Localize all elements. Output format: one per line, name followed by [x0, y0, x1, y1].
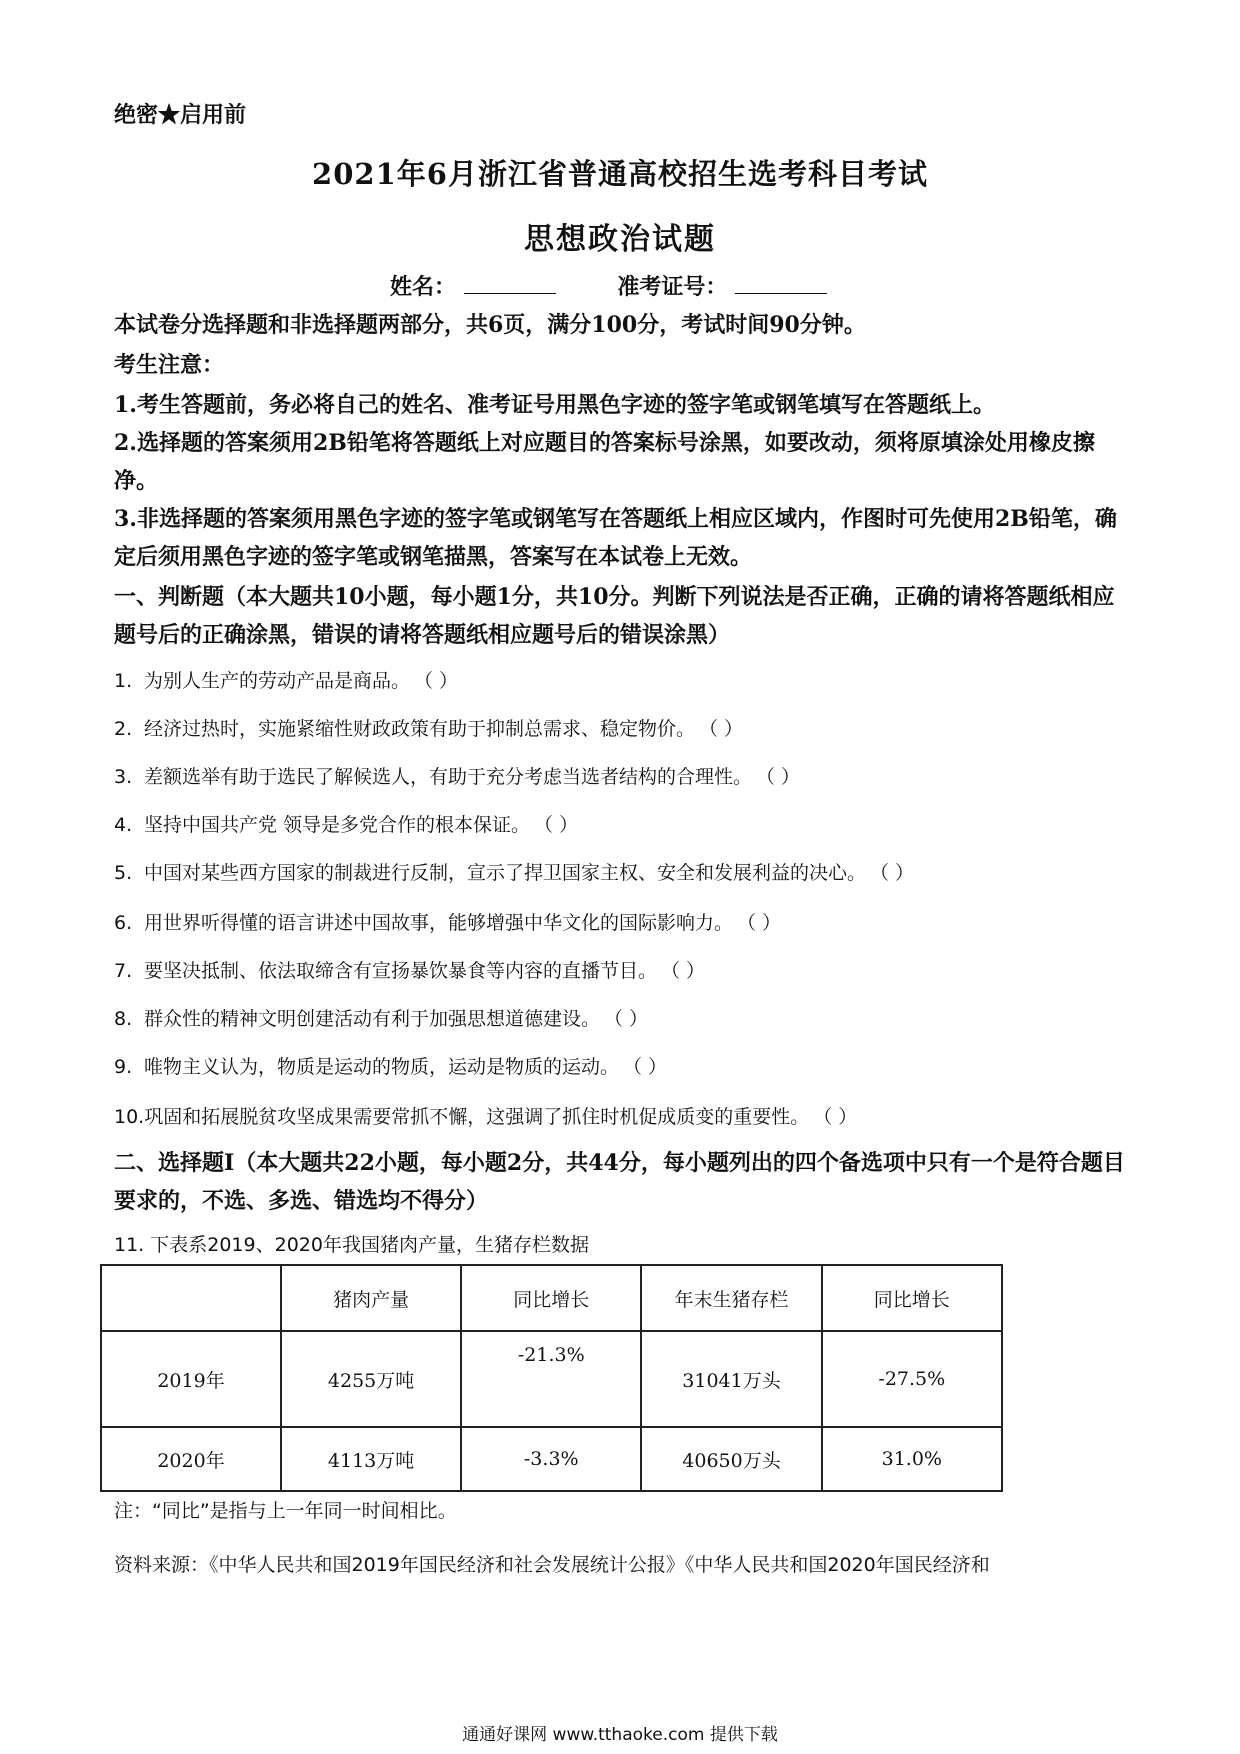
table-header-row: [101, 1265, 1002, 1331]
table-cell: -27.5%: [822, 1331, 1002, 1427]
id-blank[interactable]: [735, 275, 827, 294]
page-footer: 通通好课网 www.tthaoke.com 提供下载: [462, 1725, 778, 1745]
pork-data-table: [100, 1264, 1003, 1492]
question-3: 3. 差额选举有助于选民了解候选人，有助于充分考虑当选者结构的合理性。 （ ）: [114, 766, 801, 788]
exam-subtitle: 思想政治试题: [524, 222, 716, 257]
table-cell: 4255万吨: [281, 1331, 461, 1427]
exam-title: 2021年6月浙江省普通高校招生选考科目考试: [312, 157, 928, 191]
table-cell: 2019年: [101, 1331, 281, 1427]
id-label: 准考证号：: [617, 274, 728, 300]
notice-title: 考生注意：: [114, 352, 225, 378]
table-cell: 2020年: [101, 1427, 281, 1491]
rule-1: 1.考生答题前，务必将自己的姓名、准考证号用黑色字迹的签字笔或钢笔填写在答题纸上。: [114, 392, 995, 418]
section1-heading: 一、判断题（本大题共10小题，每小题1分，共10分。判断下列说法是否正确，正确的请将答题纸相应题号后的正确涂黑，错误的请将答题纸相应题号后的错误涂黑）: [114, 584, 1115, 648]
table-cell: 4113万吨: [281, 1427, 461, 1491]
question-2: 2. 经济过热时，实施紧缩性财政政策有助于抑制总需求、稳定物价。 （ ）: [114, 718, 744, 740]
question-6: 6. 用世界听得懂的语言讲述中国故事，能够增强中华文化的国际影响力。 （ ）: [114, 912, 782, 934]
table-cell: 40650万头: [641, 1427, 821, 1491]
data-source: 资料来源：《中华人民共和国2019年国民经济和社会发展统计公报》《中华人民共和国2020年国民经济和: [114, 1554, 990, 1576]
section2-heading: 二、选择题Ⅰ（本大题共22小题，每小题2分，共44分，每小题列出的四个备选项中只有一个是符合题目要求的，不选、多选、错选均不得分）: [114, 1150, 1125, 1214]
name-label: 姓名：: [390, 274, 457, 300]
table-header-cell: 猪肉产量: [281, 1265, 461, 1331]
table-header-cell: 同比增长: [822, 1265, 1002, 1331]
name-blank[interactable]: [464, 275, 556, 294]
exam-summary: 本试卷分选择题和非选择题两部分，共6页，满分100分，考试时间90分钟。: [114, 312, 866, 338]
rule-3: 3.非选择题的答案须用黑色字迹的签字笔或钢笔写在答题纸上相应区域内，作图时可先使用2B铅笔，确定后须用黑色字迹的签字笔或钢笔描黑，答案写在本试卷上无效。: [114, 506, 1117, 570]
table-note: 注：“同比”是指与上一年同一时间相比。: [114, 1500, 457, 1522]
table-cell: -3.3%: [461, 1427, 641, 1491]
table-row: [101, 1331, 1002, 1427]
table-header-cell: 年末生猪存栏: [641, 1265, 821, 1331]
question-5: 5. 中国对某些西方国家的制裁进行反制，宣示了捍卫国家主权、安全和发展利益的决心。 （ ）: [114, 862, 915, 884]
question-1: 1. 为别人生产的劳动产品是商品。 （ ）: [114, 670, 459, 692]
confidential-mark: 绝密★启用前: [114, 102, 247, 128]
candidate-fields: [390, 270, 827, 301]
table-cell: -21.3%: [461, 1331, 641, 1427]
table-header-cell: 同比增长: [461, 1265, 641, 1331]
table-row: [101, 1427, 1002, 1491]
question-10: 10.巩固和拓展脱贫攻坚成果需要常抓不懈，这强调了抓住时机促成质变的重要性。 （ ）: [114, 1106, 858, 1128]
question-8: 8. 群众性的精神文明创建活动有利于加强思想道德建设。 （ ）: [114, 1008, 649, 1030]
table-cell: 31041万头: [641, 1331, 821, 1427]
table-header-cell: [101, 1265, 281, 1331]
rule-2: 2.选择题的答案须用2B铅笔将答题纸上对应题目的答案标号涂黑，如要改动，须将原填涂处用橡皮擦净。: [114, 430, 1095, 494]
question-11: 11. 下表系2019、2020年我国猪肉产量，生猪存栏数据: [114, 1234, 589, 1256]
question-7: 7. 要坚决抵制、依法取缔含有宣扬暴饮暴食等内容的直播节目。 （ ）: [114, 960, 706, 982]
question-4: 4. 坚持中国共产党 领导是多党合作的根本保证。 （ ）: [114, 814, 579, 836]
question-9: 9. 唯物主义认为，物质是运动的物质，运动是物质的运动。 （ ）: [114, 1056, 668, 1078]
table-cell: 31.0%: [822, 1427, 1002, 1491]
